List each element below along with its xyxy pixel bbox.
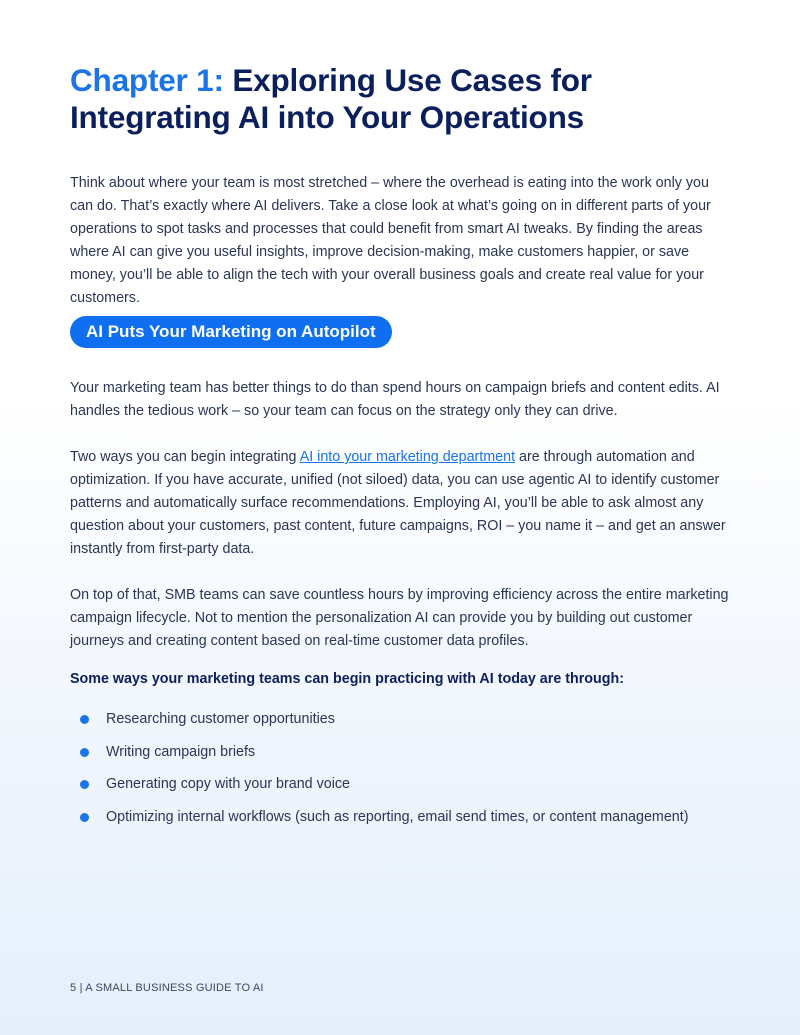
chapter-number: Chapter 1: — [70, 62, 224, 98]
list-item — [70, 741, 730, 763]
chapter-heading-text: Exploring Use Cases for Integrating AI into Your Operations — [70, 62, 592, 135]
list-item-text: Generating copy with your brand voice — [106, 776, 350, 793]
paragraph-text-before-link: Two ways you can begin integrating — [70, 449, 300, 465]
bullet-dot-icon — [80, 715, 89, 724]
marketing-paragraph-3: On top of that, SMB teams can save countless hours by improving efficiency across the entire marketing campaign lifecycle. Not to mention the personalization AI can provide you by building out customer journeys and creating content based on real-time customer data profiles. — [70, 587, 729, 649]
section-heading-pill: AI Puts Your Marketing on Autopilot — [70, 316, 392, 348]
bullet-dot-icon — [80, 813, 89, 822]
marketing-department-link[interactable]: AI into your marketing department — [299, 449, 516, 465]
bullet-dot-icon — [80, 748, 89, 757]
list-item-text: Writing campaign briefs — [106, 743, 256, 760]
list-item — [70, 773, 730, 795]
list-item-text: Optimizing internal workflows (such as reporting, email send times, or content management) — [106, 809, 689, 826]
ways-list — [70, 708, 730, 839]
list-item — [70, 806, 730, 828]
paragraph-text-after-link: are through automation and optimization. If you have accurate, unified (not siloed) data, you can use agentic AI to identify customer patterns and automatically surface recommendations. Employing AI, you’ll be able to ask almost any question about your customers, past content, future campaigns, ROI – you name it – and get an answer instantly from first-party data. — [70, 449, 726, 557]
marketing-paragraph-1: Your marketing team has better things to do than spend hours on campaign briefs and content edits. AI handles the tedious work – so your team can focus on the strategy only they can drive. — [70, 380, 720, 419]
chapter-title — [70, 62, 730, 136]
intro-paragraph: Think about where your team is most stretched – where the overhead is eating into the work only you can do. That’s exactly where AI delivers. Take a close look at what’s going on in different parts of your operations to spot tasks and processes that could benefit from smart AI tweaks. By finding the areas where AI can give you useful insights, improve decision-making, make customers happier, or save money, you’ll be able to align the tech with your overall business goals and create real value for your customers. — [70, 175, 711, 306]
list-item — [70, 708, 730, 730]
bullet-dot-icon — [80, 780, 89, 789]
list-heading: Some ways your marketing teams can begin practicing with AI today are through: — [70, 671, 624, 687]
page-footer: 5 | A SMALL BUSINESS GUIDE TO AI — [70, 982, 264, 994]
marketing-paragraph-2 — [70, 446, 730, 561]
list-item-text: Researching customer opportunities — [106, 711, 335, 727]
